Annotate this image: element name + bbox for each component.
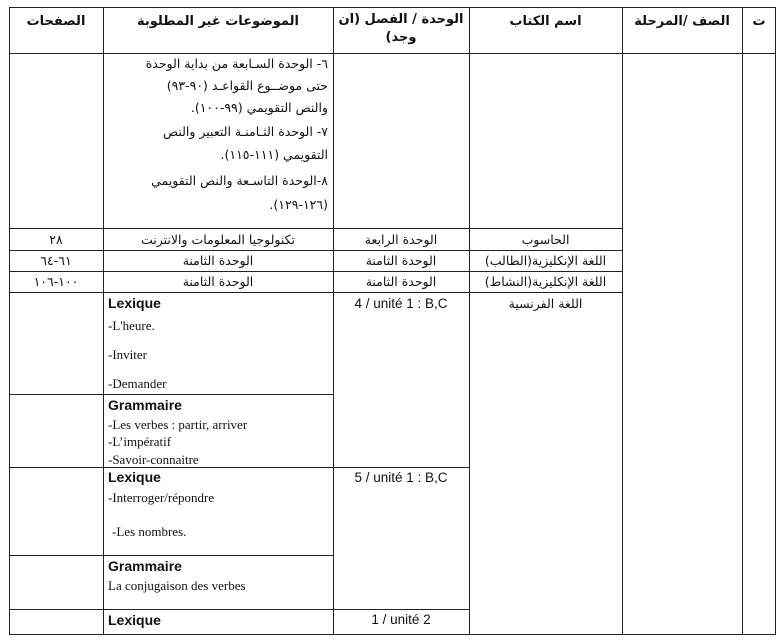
unit-english-student: الوحدة الثامنة	[365, 253, 437, 268]
book-english-student: اللغة الإنكليزية(الطالب)	[484, 253, 607, 268]
grid-line	[9, 7, 10, 635]
grid-line	[9, 7, 776, 8]
grid-line	[9, 634, 776, 635]
book-computer: الحاسوب	[521, 232, 570, 247]
topic-line: (١٢٦-١٢٩).	[269, 197, 328, 212]
grid-line	[333, 7, 334, 635]
grid-line	[9, 228, 623, 229]
header-topics: الموضوعات غير المطلوبة	[136, 14, 299, 29]
grid-line	[9, 292, 623, 293]
topic-item: -Interroger/répondre	[108, 490, 215, 505]
topic-line: ٧- الوحدة الثـامنـة التعبير والنص	[163, 124, 328, 139]
grid-line	[9, 53, 776, 54]
pages-computer: ٢٨	[49, 232, 63, 247]
topic-line: حتى موضــوع القواعـد (٩٠-٩٣)	[166, 78, 328, 93]
unit-computer: الوحدة الرابعة	[364, 232, 438, 247]
topic-line: التقويمي (١١١-١١٥).	[220, 147, 328, 162]
section-title-lexique: Lexique	[108, 295, 161, 311]
unit-english-activity: الوحدة الثامنة	[365, 274, 437, 289]
topic-item: -Savoir-connaitre	[108, 452, 199, 467]
book-french: اللغة الفرنسية	[508, 296, 583, 311]
header-book: اسم الكتاب	[509, 14, 582, 29]
topic-item: -Les nombres.	[112, 524, 187, 539]
topic-item: -Les verbes : partir, arriver	[108, 417, 248, 432]
topic-item: La conjugaison des verbes	[108, 578, 246, 593]
unit-french-b: 5 / unité 1 : B,C	[354, 470, 448, 485]
grid-line	[469, 7, 470, 635]
grid-line	[9, 271, 623, 272]
section-title-grammaire: Grammaire	[108, 558, 182, 574]
grid-line	[622, 7, 623, 635]
grid-line	[103, 7, 104, 635]
topic-line: ٨-الوحدة التاسـعة والنص التقويمي	[151, 173, 328, 188]
grid-line	[9, 609, 470, 610]
topic-item: -Demander	[108, 376, 167, 391]
topic-english-activity: الوحدة الثامنة	[182, 274, 254, 289]
book-english-activity: اللغة الإنكليزية(النشاط)	[484, 274, 607, 289]
section-title-lexique: Lexique	[108, 469, 161, 485]
unit-french-a: 4 / unité 1 : B,C	[354, 296, 448, 311]
topic-english-student: الوحدة الثامنة	[182, 253, 254, 268]
unit-french-c: 1 / unité 2	[371, 612, 431, 627]
pages-english-activity: ١٠٠-١٠٦	[33, 274, 79, 289]
topic-item: -Inviter	[108, 347, 147, 362]
topic-item: -L’impératif	[108, 434, 172, 449]
grid-line	[9, 555, 334, 556]
topic-line: ٦- الوحدة السـابعة من بداية الوحدة	[145, 56, 328, 71]
pages-english-student: ٦١-٦٤	[40, 253, 72, 268]
header-unit: الوحدة / الفصل (ان وجد)	[338, 12, 464, 45]
header-seq: ت	[752, 14, 766, 29]
grid-line	[9, 250, 623, 251]
section-title-grammaire: Grammaire	[108, 397, 182, 413]
grid-line	[9, 394, 334, 395]
header-pages: الصفحات	[26, 14, 86, 29]
topic-item: -L'heure.	[108, 318, 155, 333]
grid-line	[775, 7, 776, 635]
section-title-lexique: Lexique	[108, 612, 161, 628]
grid-line	[742, 7, 743, 635]
header-stage: الصف /المرحلة	[634, 14, 730, 29]
topic-line: والنص التقويمي (٩٩-١٠٠).	[190, 100, 328, 115]
grid-line	[9, 467, 470, 468]
topic-computer: تكنولوجيا المعلومات والانترنت	[140, 232, 296, 247]
